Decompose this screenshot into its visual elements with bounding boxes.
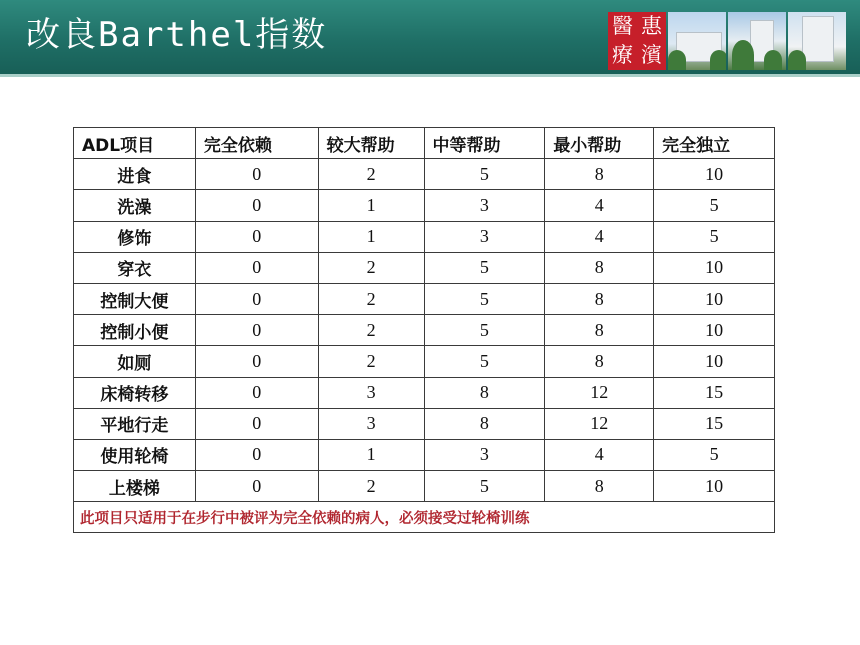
row-label: 上楼梯 (74, 471, 196, 502)
score-cell: 8 (424, 408, 545, 439)
score-cell: 0 (195, 190, 318, 221)
score-cell: 5 (654, 190, 775, 221)
score-cell: 5 (654, 221, 775, 252)
score-cell: 3 (424, 221, 545, 252)
row-label: 修饰 (74, 221, 196, 252)
row-label: 控制小便 (74, 315, 196, 346)
hospital-tower-photo (788, 12, 846, 70)
score-cell: 15 (654, 408, 775, 439)
score-cell: 5 (424, 471, 545, 502)
score-cell: 10 (654, 315, 775, 346)
barthel-index-table (73, 127, 775, 533)
row-label: 进食 (74, 159, 196, 190)
score-cell: 12 (545, 377, 654, 408)
score-cell: 3 (424, 439, 545, 470)
score-cell: 10 (654, 346, 775, 377)
row-label: 洗澡 (74, 190, 196, 221)
score-cell: 15 (654, 377, 775, 408)
column-header: 完全依赖 (195, 128, 318, 159)
column-header: 完全独立 (654, 128, 775, 159)
score-cell: 2 (318, 252, 424, 283)
score-cell: 2 (318, 283, 424, 314)
row-label: 穿衣 (74, 252, 196, 283)
score-cell: 2 (318, 346, 424, 377)
score-cell: 2 (318, 315, 424, 346)
score-cell: 1 (318, 221, 424, 252)
score-cell: 5 (424, 159, 545, 190)
table-header-row (74, 128, 775, 159)
score-cell: 0 (195, 283, 318, 314)
row-label: 如厕 (74, 346, 196, 377)
score-cell: 2 (318, 159, 424, 190)
table-row (74, 159, 775, 190)
score-cell: 5 (654, 439, 775, 470)
score-cell: 5 (424, 346, 545, 377)
score-cell: 5 (424, 252, 545, 283)
table-row (74, 221, 775, 252)
score-cell: 2 (318, 471, 424, 502)
slide-title: 改良Barthel指数 (26, 15, 328, 55)
row-label: 控制大便 (74, 283, 196, 314)
score-cell: 0 (195, 315, 318, 346)
row-label: 床椅转移 (74, 377, 196, 408)
score-cell: 4 (545, 439, 654, 470)
score-cell: 8 (424, 377, 545, 408)
table-row (74, 283, 775, 314)
column-header: 较大帮助 (318, 128, 424, 159)
score-cell: 1 (318, 190, 424, 221)
column-header: 最小帮助 (545, 128, 654, 159)
score-cell: 8 (545, 159, 654, 190)
score-cell: 8 (545, 315, 654, 346)
column-header: ADL项目 (74, 128, 196, 159)
score-cell: 8 (545, 283, 654, 314)
table-note-row (74, 502, 775, 533)
table-row (74, 315, 775, 346)
table-row (74, 377, 775, 408)
score-cell: 3 (318, 377, 424, 408)
score-cell: 10 (654, 283, 775, 314)
table-row (74, 439, 775, 470)
score-cell: 8 (545, 252, 654, 283)
score-cell: 0 (195, 252, 318, 283)
score-cell: 12 (545, 408, 654, 439)
score-cell: 8 (545, 346, 654, 377)
logo-char: 濱 (641, 43, 662, 67)
score-cell: 10 (654, 471, 775, 502)
score-cell: 5 (424, 315, 545, 346)
row-label: 平地行走 (74, 408, 196, 439)
score-cell: 4 (545, 221, 654, 252)
score-cell: 3 (424, 190, 545, 221)
logo-char: 惠 (641, 14, 662, 38)
score-cell: 0 (195, 346, 318, 377)
hospital-garden-photo (728, 12, 786, 70)
score-cell: 0 (195, 439, 318, 470)
logo-char: 療 (612, 43, 633, 67)
score-cell: 4 (545, 190, 654, 221)
score-cell: 1 (318, 439, 424, 470)
table-row (74, 252, 775, 283)
score-cell: 5 (424, 283, 545, 314)
score-cell: 0 (195, 377, 318, 408)
table-row (74, 408, 775, 439)
score-cell: 8 (545, 471, 654, 502)
score-cell: 3 (318, 408, 424, 439)
row-label: 使用轮椅 (74, 439, 196, 470)
score-cell: 10 (654, 159, 775, 190)
logo-char: 醫 (612, 14, 633, 38)
table-row (74, 346, 775, 377)
header-divider (0, 74, 860, 77)
column-header: 中等帮助 (424, 128, 545, 159)
table-row (74, 190, 775, 221)
score-cell: 0 (195, 408, 318, 439)
hospital-building-photo (668, 12, 726, 70)
table-row (74, 471, 775, 502)
score-cell: 10 (654, 252, 775, 283)
score-cell: 0 (195, 221, 318, 252)
hospital-logo-seal (608, 12, 666, 70)
logo-strip (608, 12, 846, 70)
score-cell: 0 (195, 159, 318, 190)
score-cell: 0 (195, 471, 318, 502)
wheelchair-footnote: 此项目只适用于在步行中被评为完全依赖的病人，必须接受过轮椅训练 (74, 502, 775, 533)
